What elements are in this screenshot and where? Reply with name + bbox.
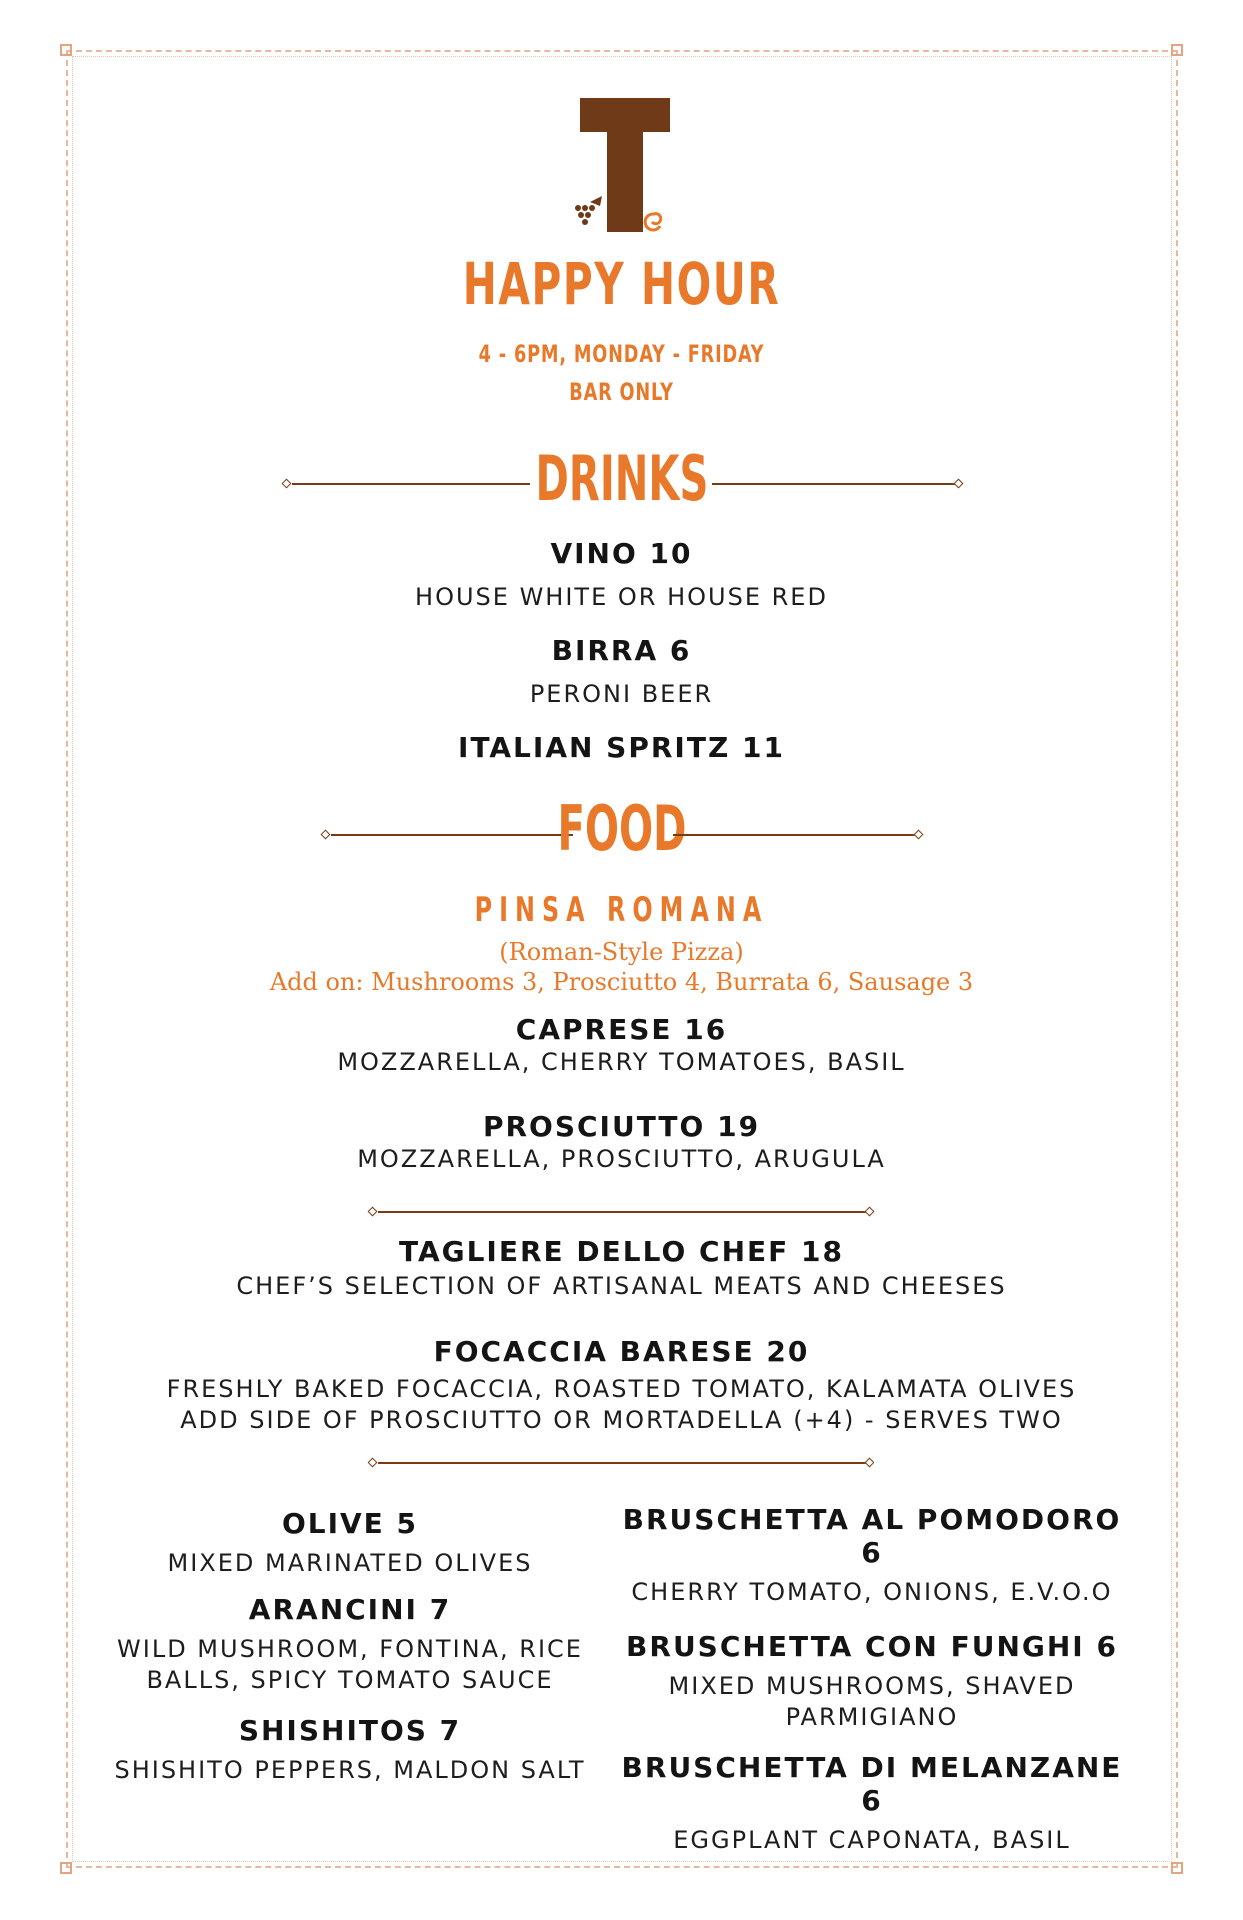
bruschetta-desc: PARMIGIANO <box>785 1703 959 1731</box>
pinsa-subtitle: (Roman-Style Pizza) <box>499 938 744 966</box>
drinks-title: DRINKS <box>535 442 709 515</box>
ornament-dot <box>954 479 964 489</box>
ornament-dot <box>914 830 924 840</box>
bruschetta-desc: MIXED MUSHROOMS, SHAVED <box>668 1672 1076 1700</box>
ornament-line <box>712 483 956 485</box>
appetizer-name: SHISHITOS 7 <box>238 1714 462 1747</box>
drink-item-name: VINO 10 <box>550 537 693 570</box>
pinsa-romana-title: PINSA ROMANA <box>474 890 769 930</box>
appetizer-desc: BALLS, SPICY TOMATO SAUCE <box>146 1666 554 1694</box>
grape-vine-logo-icon <box>575 196 602 225</box>
drink-item-desc: HOUSE WHITE OR HOUSE RED <box>415 583 828 611</box>
food-section-header <box>0 792 1243 872</box>
bruschetta-name: BRUSCHETTA CON FUNGHI 6 <box>626 1630 1118 1663</box>
board-item-name: FOCACCIA BARESE 20 <box>433 1335 810 1368</box>
drink-item-name: BIRRA 6 <box>551 634 692 667</box>
right-column <box>612 1503 1132 1856</box>
pinsa-addons: Add on: Mushrooms 3, Prosciutto 4, Burrata 6, Sausage 3 <box>269 968 974 996</box>
appetizer-desc: MIXED MARINATED OLIVES <box>167 1549 533 1577</box>
bruschetta-desc: CHERRY TOMATO, ONIONS, E.V.O.O <box>631 1578 1113 1606</box>
food-title: FOOD <box>557 792 687 865</box>
appetizer-name: OLIVE 5 <box>281 1507 419 1540</box>
appetizer-desc: SHISHITO PEPPERS, MALDON SALT <box>114 1756 586 1784</box>
ornament-line <box>673 834 917 836</box>
border-corner <box>60 1862 72 1874</box>
board-item-desc: CHEF’S SELECTION OF ARTISANAL MEATS AND CHEESES <box>236 1272 1007 1300</box>
ornament-dot <box>282 479 292 489</box>
board-item-name: TAGLIERE DELLO CHEF 18 <box>399 1235 844 1268</box>
bruschetta-name: BRUSCHETTA AL POMODORO 6 <box>622 1503 1122 1569</box>
ornament-line <box>292 483 530 485</box>
divider-line <box>378 1462 868 1464</box>
bruschetta-desc: EGGPLANT CAPONATA, BASIL <box>673 1826 1071 1854</box>
board-item-desc: FRESHLY BAKED FOCACCIA, ROASTED TOMATO, KALAMATA OLIVES <box>166 1375 1077 1403</box>
drinks-section-header <box>0 442 1243 522</box>
divider-line <box>378 1211 868 1213</box>
happy-hour-location: BAR ONLY <box>569 378 674 406</box>
drink-item-name: ITALIAN SPRITZ 11 <box>458 731 785 764</box>
happy-hour-title: HAPPY HOUR <box>462 250 781 318</box>
left-column <box>110 1507 590 1786</box>
border-corner <box>1171 44 1183 56</box>
pinsa-item-desc: MOZZARELLA, PROSCIUTTO, ARUGULA <box>357 1145 886 1173</box>
drink-item-desc: PERONI BEER <box>529 680 714 708</box>
ornament-dot <box>321 830 331 840</box>
border-corner <box>1171 1862 1183 1874</box>
appetizer-desc: WILD MUSHROOM, FONTINA, RICE <box>117 1635 583 1663</box>
border-corner <box>60 44 72 56</box>
board-item-desc: ADD SIDE OF PROSCIUTTO OR MORTADELLA (+4) - SERVES TWO <box>180 1406 1063 1434</box>
appetizer-name: ARANCINI 7 <box>248 1593 452 1626</box>
pinsa-item-name: CAPRESE 16 <box>515 1013 728 1046</box>
bruschetta-name: BRUSCHETTA DI MELANZANE 6 <box>621 1751 1123 1817</box>
pinsa-item-desc: MOZZARELLA, CHERRY TOMATOES, BASIL <box>337 1048 906 1076</box>
happy-hour-hours: 4 - 6PM, MONDAY - FRIDAY <box>478 340 765 368</box>
pinsa-item-name: PROSCIUTTO 19 <box>482 1110 761 1143</box>
restaurant-logo <box>560 98 670 238</box>
